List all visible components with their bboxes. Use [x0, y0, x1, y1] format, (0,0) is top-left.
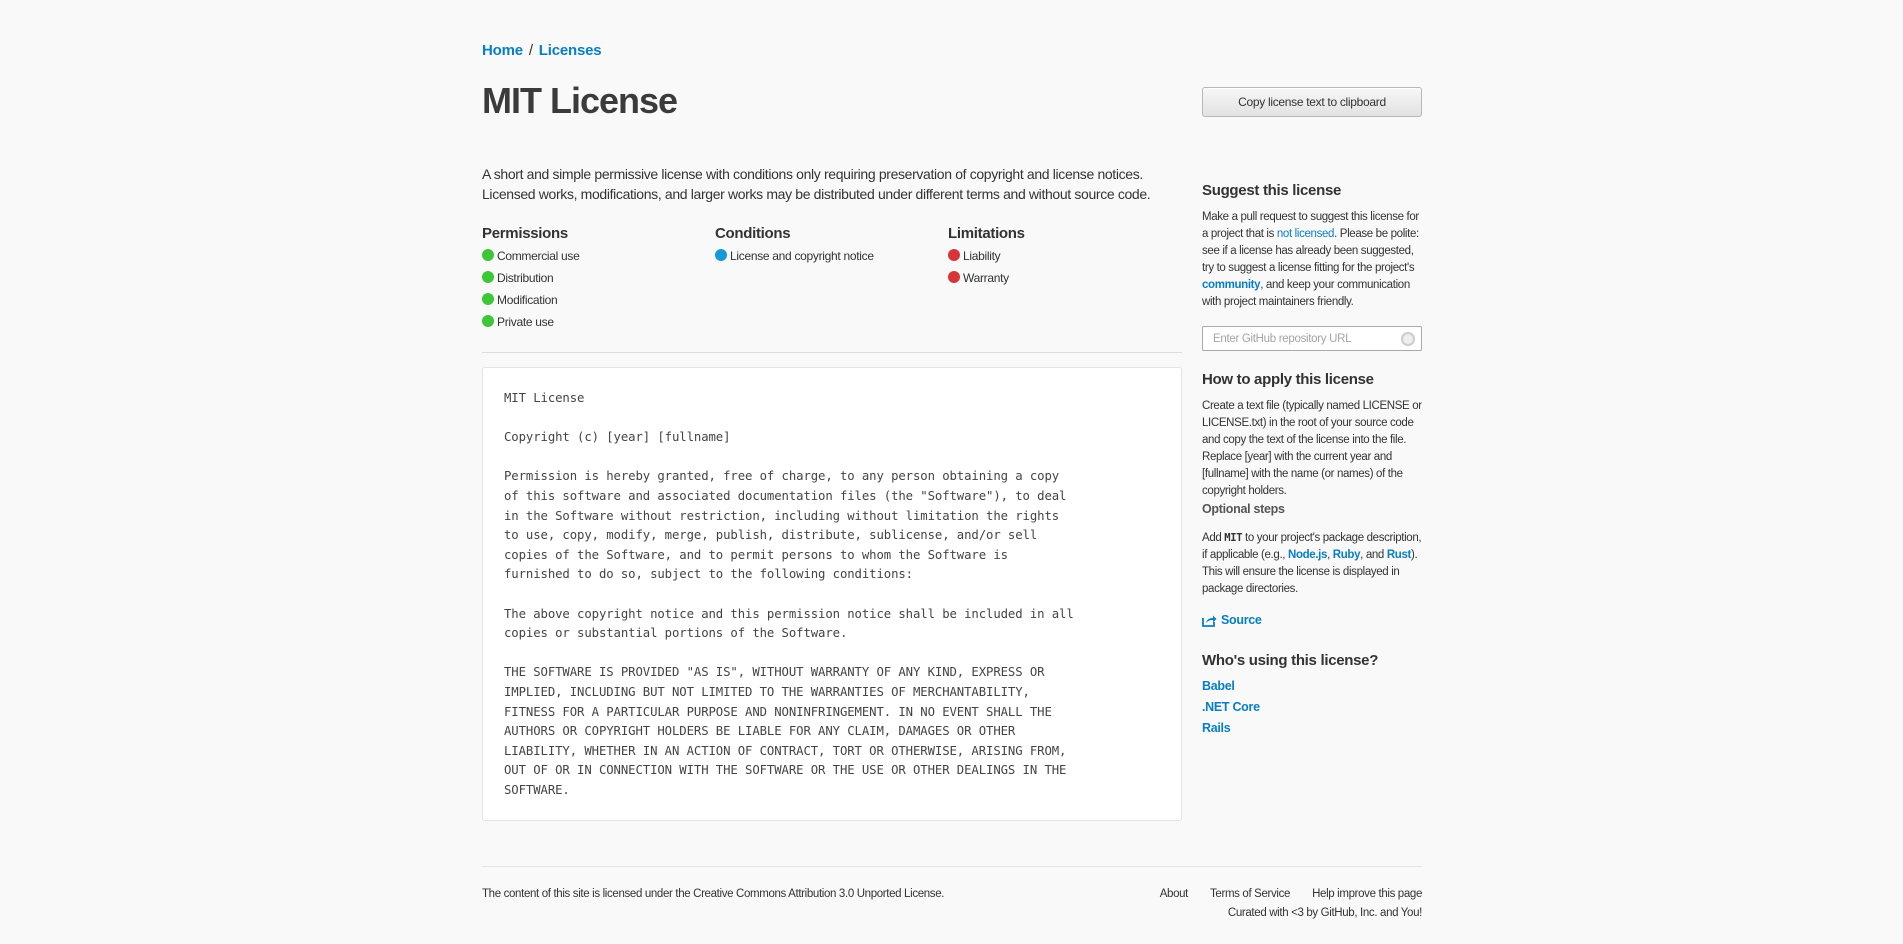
footer-help-link[interactable]: Help improve this page — [1312, 888, 1422, 900]
ruby-link[interactable]: Ruby — [1332, 549, 1361, 561]
permission-item — [482, 293, 715, 315]
blue-dot-icon — [715, 249, 727, 261]
rust-link[interactable]: Rust — [1386, 549, 1411, 561]
optional-text-part: , — [1327, 549, 1333, 561]
nodejs-link[interactable]: Node.js — [1287, 549, 1328, 561]
permissions-heading: Permissions — [482, 225, 568, 242]
page-title: MIT License — [482, 80, 678, 121]
limitations-column — [948, 225, 1181, 293]
suggest-text-part: Make a pull request to suggest this license for a project that is — [1202, 211, 1419, 240]
footer-links — [1160, 888, 1422, 900]
source-label: Source — [1221, 613, 1262, 627]
community-link[interactable]: community — [1202, 279, 1261, 291]
suggest-text-part: . Please be polite: see if a license has already been suggested, try to suggest a license fitting for the project's — [1202, 228, 1419, 274]
red-dot-icon — [948, 271, 960, 283]
license-description: A short and simple permissive license with conditions only requiring preservation of copyright and license notices. Licensed works, modifications, and larger works may be distributed under different terms and without source code. — [482, 166, 1151, 202]
copy-license-button[interactable]: Copy license text to clipboard — [1202, 87, 1422, 117]
permission-label: Distribution — [497, 271, 554, 285]
red-dot-icon — [948, 249, 960, 261]
not-licensed-link[interactable]: not licensed — [1276, 228, 1335, 240]
license-rules — [482, 225, 1182, 353]
permission-label: Modification — [497, 293, 558, 307]
optional-text-part: Add — [1202, 532, 1225, 544]
conditions-heading: Conditions — [715, 225, 791, 242]
green-dot-icon — [482, 271, 494, 283]
footer — [482, 866, 1422, 919]
users-list — [1202, 679, 1422, 742]
limitation-label: Warranty — [963, 271, 1009, 285]
optional-text — [1202, 530, 1422, 598]
user-link-rails[interactable]: Rails — [1202, 721, 1231, 735]
breadcrumb-licenses-link[interactable]: Licenses — [538, 42, 602, 59]
users-section — [1202, 652, 1422, 742]
user-link-dotnet-core[interactable]: .NET Core — [1202, 700, 1260, 714]
users-heading: Who's using this license? — [1202, 652, 1379, 669]
spinner-icon — [1401, 332, 1415, 346]
condition-label: License and copyright notice — [730, 249, 874, 263]
permission-item — [482, 249, 715, 271]
conditions-column — [715, 225, 948, 271]
permissions-column — [482, 225, 715, 337]
breadcrumb-home-link[interactable]: Home — [482, 42, 523, 59]
mit-code: MIT — [1224, 532, 1243, 544]
permission-label: Private use — [497, 315, 554, 329]
share-icon — [1202, 614, 1217, 627]
optional-text-part: , and — [1360, 549, 1387, 561]
limitation-item — [948, 271, 1181, 293]
suggest-heading: Suggest this license — [1202, 182, 1342, 199]
permission-item — [482, 315, 715, 337]
license-text[interactable]: MIT License Copyright (c) [year] [fullname] Permission is hereby granted, free of charge, to any person obtaining a copy of this software and associated documentation files (the "Software"), to deal in the Software without restriction, including without limitation the rights to use, copy, modify, merge, publish, distribute, sublicense, and/or sell copies of the Software, and to permit persons to whom the Software is furnished to do so, subject to the following conditions: The above copyright notice and this permission notice shall be included in all copies or substantial portions of the Software. THE SOFTWARE IS PROVIDED "AS IS", WITHOUT WARRANTY OF ANY KIND, EXPRESS OR IMPLIED, INCLUDING BUT NOT LIMITED TO THE WARRANTIES OF MERCHANTABILITY, FITNESS FOR A PARTICULAR PURPOSE AND NONINFRINGEMENT. IN NO EVENT SHALL THE AUTHORS OR COPYRIGHT HOLDERS BE LIABLE FOR ANY CLAIM, DAMAGES OR OTHER LIABILITY, WHETHER IN AN ACTION OF CONTRACT, TORT OR OTHERWISE, ARISING FROM, OUT OF OR IN CONNECTION WITH THE SOFTWARE OR THE USE OR OTHER DEALINGS IN THE SOFTWARE. — [504, 391, 1074, 797]
optional-text-part: to your project's package description, if applicable (e.g., — [1202, 532, 1422, 561]
optional-text-part: ). This will ensure the license is displayed in package directories. — [1202, 549, 1418, 595]
user-link-babel[interactable]: Babel — [1202, 679, 1235, 693]
footer-license-text: The content of this site is licensed under the Creative Commons Attribution 3.0 Unported License. — [482, 888, 945, 900]
user-item — [1202, 700, 1422, 721]
footer-curated-text: Curated with <3 by GitHub, Inc. and You! — [1227, 907, 1422, 919]
limitations-heading: Limitations — [948, 225, 1025, 242]
license-text-box[interactable] — [482, 367, 1182, 821]
optional-section — [1202, 502, 1422, 598]
permission-item — [482, 271, 715, 293]
limitation-label: Liability — [963, 249, 1001, 263]
user-item — [1202, 721, 1422, 742]
apply-section — [1202, 371, 1422, 500]
green-dot-icon — [482, 315, 494, 327]
breadcrumb-separator: / — [528, 42, 533, 59]
user-item — [1202, 679, 1422, 700]
permission-label: Commercial use — [497, 249, 580, 263]
source-link[interactable] — [1202, 613, 1262, 627]
footer-about-link[interactable]: About — [1159, 888, 1189, 900]
suggest-text-part: , and keep your communication with project maintainers friendly. — [1202, 279, 1410, 308]
repo-url-field — [1202, 326, 1422, 351]
suggest-text — [1202, 209, 1422, 311]
limitation-item — [948, 249, 1181, 271]
breadcrumb — [482, 42, 601, 59]
optional-heading: Optional steps — [1202, 502, 1285, 516]
green-dot-icon — [482, 249, 494, 261]
page-container — [482, 0, 1422, 944]
suggest-section — [1202, 182, 1422, 311]
footer-terms-link[interactable]: Terms of Service — [1210, 888, 1291, 900]
repo-url-input[interactable] — [1203, 327, 1393, 350]
condition-item — [715, 249, 948, 271]
apply-heading: How to apply this license — [1202, 371, 1374, 388]
apply-text: Create a text file (typically named LICENSE or LICENSE.txt) in the root of your source code and copy the text of the license into the file. Replace [year] with the current year and [fullname] with the name (or names) of the copyright holders. — [1202, 400, 1422, 497]
green-dot-icon — [482, 293, 494, 305]
